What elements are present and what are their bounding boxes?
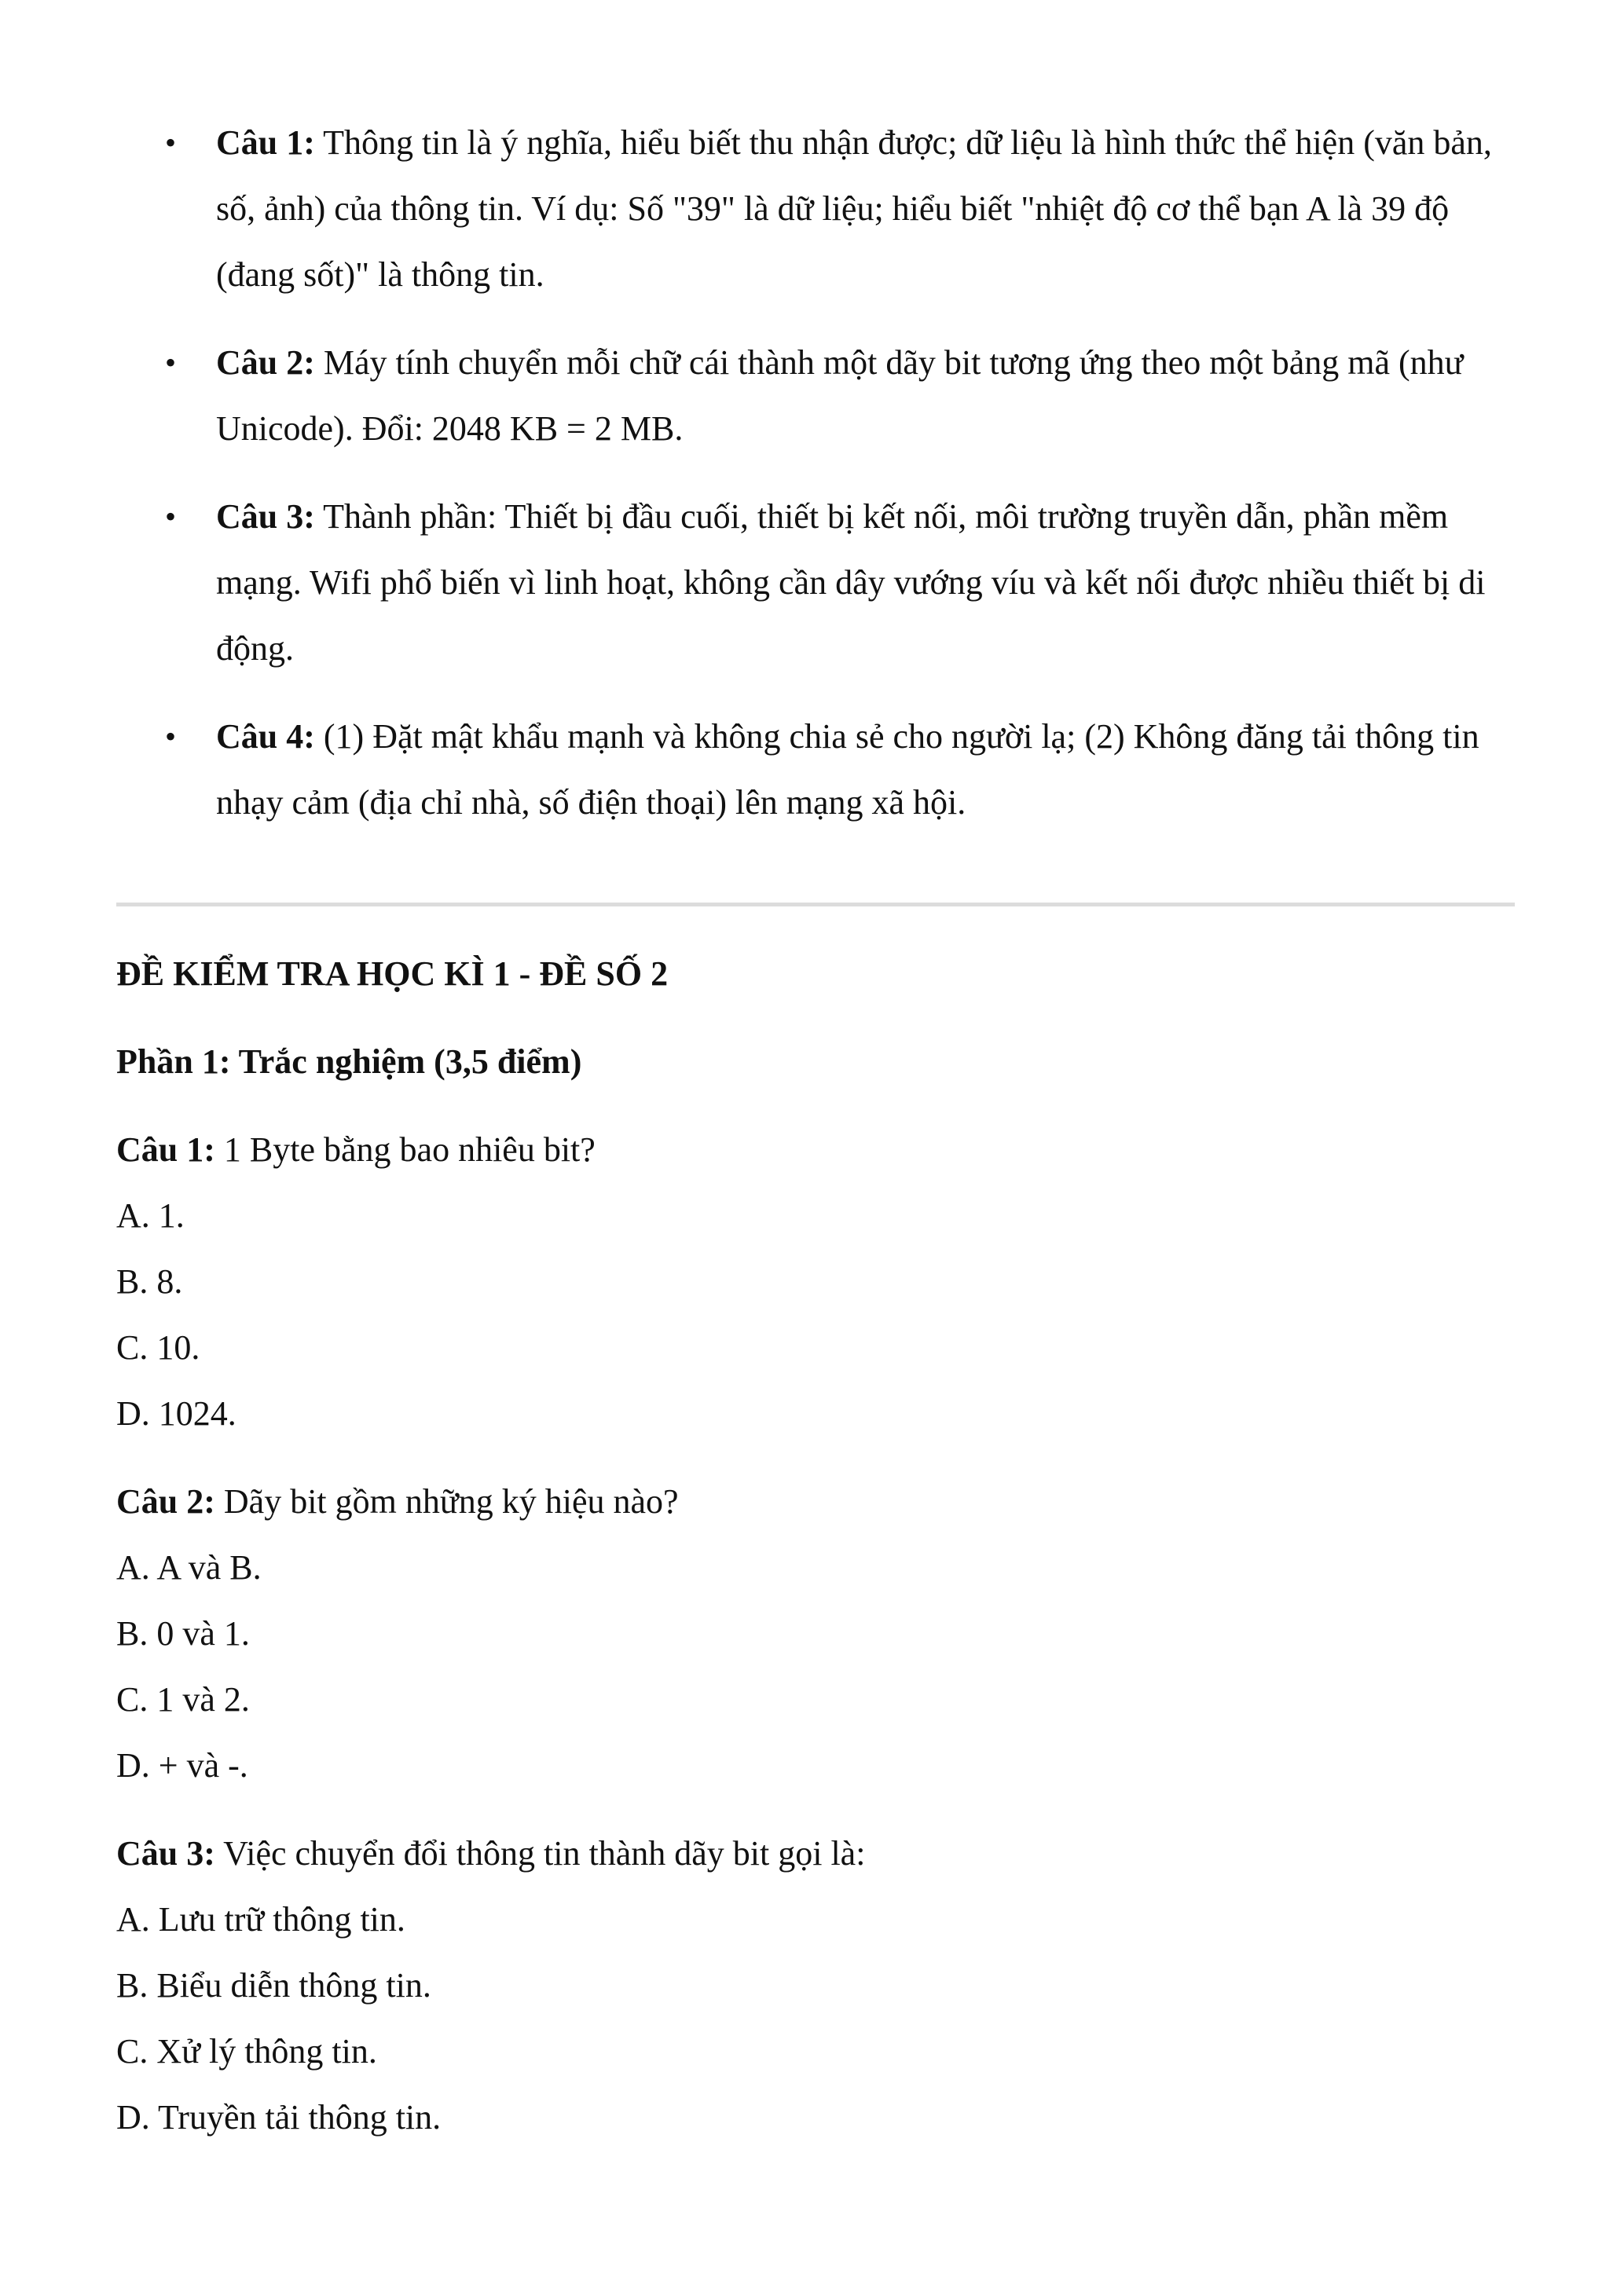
question-label: Câu 1: <box>116 1130 215 1169</box>
question-body: 1 Byte bằng bao nhiêu bit? <box>214 1130 596 1169</box>
question-body: Dãy bit gồm những ký hiệu nào? <box>214 1482 679 1521</box>
answer-label: Câu 1: <box>216 123 315 162</box>
question-text <box>116 1117 1515 1183</box>
answer-item <box>165 484 1516 682</box>
question-body: Việc chuyển đổi thông tin thành dãy bit gọi là: <box>214 1834 866 1873</box>
exam-title: ĐỀ KIỂM TRA HỌC KÌ 1 - ĐỀ SỐ 2 <box>116 954 669 993</box>
option-a: A. Lưu trữ thông tin. <box>116 1900 405 1939</box>
exam-section <box>116 941 1515 2173</box>
option-d: D. Truyền tải thông tin. <box>116 2098 442 2137</box>
question-label: Câu 2: <box>116 1482 215 1521</box>
section-divider <box>116 903 1515 906</box>
answer-list <box>165 110 1516 858</box>
bullet-icon: • <box>165 499 177 534</box>
bullet-icon: • <box>165 125 177 160</box>
option-b: B. 8. <box>116 1262 183 1301</box>
answer-item <box>165 330 1516 462</box>
option-a: A. A và B. <box>116 1548 262 1587</box>
answer-text: Thành phần: Thiết bị đầu cuối, thiết bị kết nối, môi trường truyền dẫn, phần mềm mạng. Wifi phổ biến vì linh hoạt, không cần dây vướng víu và kết nối được nhiều thiết bị di động. <box>216 497 1486 668</box>
question <box>116 1117 1515 1447</box>
option-c: C. 10. <box>116 1328 200 1367</box>
option-d: D. 1024. <box>116 1394 236 1433</box>
option-c: C. Xử lý thông tin. <box>116 2032 377 2071</box>
question <box>116 1821 1515 2151</box>
question-text <box>116 1821 1515 1887</box>
bullet-icon: • <box>165 345 177 380</box>
answer-text: Máy tính chuyển mỗi chữ cái thành một dãy bit tương ứng theo một bảng mã (như Unicode). Đổi: 2048 KB = 2 MB. <box>216 343 1464 448</box>
answer-label: Câu 2: <box>216 343 315 382</box>
section-title: Phần 1: Trắc nghiệm (3,5 điểm) <box>116 1042 582 1081</box>
option-d: D. + và -. <box>116 1746 248 1785</box>
answer-label: Câu 4: <box>216 717 315 756</box>
question <box>116 1469 1515 1799</box>
question-label: Câu 3: <box>116 1834 215 1873</box>
option-a: A. 1. <box>116 1196 185 1235</box>
option-c: C. 1 và 2. <box>116 1680 250 1719</box>
bullet-icon: • <box>165 719 177 754</box>
option-b: B. 0 và 1. <box>116 1614 250 1653</box>
answer-item <box>165 704 1516 836</box>
answer-text: Thông tin là ý nghĩa, hiểu biết thu nhận được; dữ liệu là hình thức thể hiện (văn bản, số, ảnh) của thông tin. Ví dụ: Số "39" là dữ liệu; hiểu biết "nhiệt độ cơ thể bạn A là 39 độ (đang sốt)" là thông tin. <box>216 123 1492 294</box>
answer-label: Câu 3: <box>216 497 315 536</box>
question-text <box>116 1469 1515 1535</box>
option-b: B. Biểu diễn thông tin. <box>116 1966 431 2005</box>
answer-text: (1) Đặt mật khẩu mạnh và không chia sẻ cho người lạ; (2) Không đăng tải thông tin nhạy cảm (địa chỉ nhà, số điện thoại) lên mạng xã hội. <box>216 717 1479 822</box>
answer-item <box>165 110 1516 308</box>
